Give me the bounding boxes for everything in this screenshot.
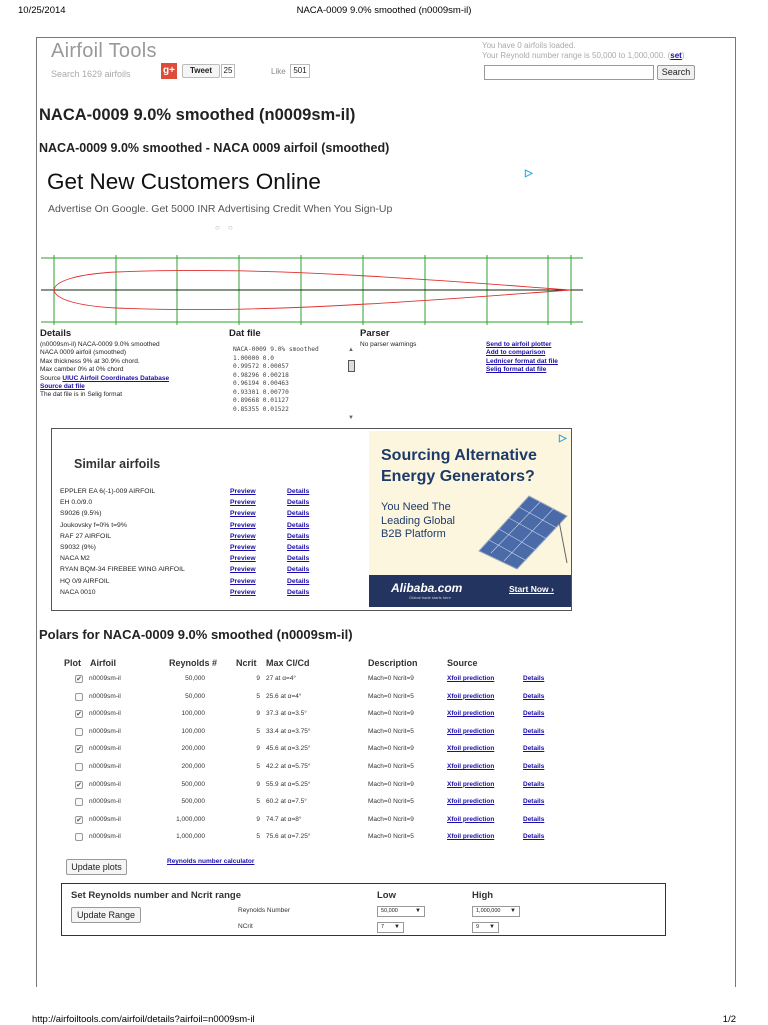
polar-airfoil: n0009sm-il [89, 815, 121, 823]
dat-file-scrollbar[interactable] [348, 347, 355, 421]
details-link[interactable]: Details [287, 544, 310, 551]
details-link[interactable]: Details [287, 588, 310, 596]
plot-checkbox[interactable]: ✔ [76, 746, 82, 754]
plot-checkbox[interactable]: ✔ [76, 781, 82, 789]
chevron-down-icon: ▼ [394, 924, 400, 930]
alibaba-logo: Alibaba.com [391, 581, 463, 595]
polar-ncrit: 9 [256, 815, 260, 823]
similar-airfoil-name: NACA M2 [60, 555, 90, 563]
polar-ncrit: 9 [256, 710, 260, 718]
polar-reynolds: 1,000,000 [176, 833, 205, 841]
dat-line: 0.96194 0.00463 [233, 380, 289, 387]
polar-reynolds: 500,000 [181, 798, 205, 806]
polar-details-link[interactable]: Details [523, 710, 545, 718]
polar-reynolds: 50,000 [185, 675, 205, 682]
polar-airfoil: n0009sm-il [89, 675, 121, 682]
print-date: 10/25/2014 [18, 5, 66, 16]
polar-max-clcd: 60.2 at α=7.5° [266, 798, 307, 806]
polar-reynolds: 100,000 [181, 727, 205, 735]
dat-line: 0.85355 0.01522 [233, 405, 289, 413]
plot-checkbox[interactable]: ✔ [76, 676, 82, 683]
col-header-description: Description [368, 658, 418, 668]
plot-checkbox[interactable] [75, 798, 83, 806]
polar-reynolds: 100,000 [181, 710, 205, 718]
polar-ncrit: 5 [256, 798, 260, 806]
similar-airfoil-row [60, 499, 340, 510]
polar-reynolds: 50,000 [185, 692, 205, 700]
polar-max-clcd: 74.7 at α=8° [266, 815, 302, 823]
ad-headline: Sourcing Alternative Energy Generators? [381, 447, 537, 485]
details-link[interactable]: Details [287, 566, 310, 574]
page-title: NACA-0009 9.0% smoothed (n0009sm-il) [39, 106, 356, 124]
details-link[interactable]: Details [287, 555, 310, 563]
polar-row [37, 743, 737, 760]
polar-reynolds: 1,000,000 [176, 815, 205, 823]
ncrit-label: NCrit [238, 923, 253, 930]
polar-airfoil: n0009sm-il [89, 780, 121, 788]
reynolds-range-text: Your Reynold number range is 50,000 to 1,000,000. (set) [482, 51, 685, 60]
ad-pager-dots[interactable]: ○ ○ [215, 223, 236, 232]
set-range-link[interactable]: set [670, 51, 682, 60]
polar-reynolds: 200,000 [181, 745, 205, 753]
airfoil-shape-plot [37, 255, 587, 325]
reynolds-number-label: Reynolds Number [238, 907, 291, 914]
xfoil-prediction-link[interactable]: Xfoil prediction [447, 815, 495, 823]
scroll-thumb[interactable] [348, 360, 355, 372]
polar-max-clcd: 45.6 at α=3.25° [266, 745, 311, 753]
details-line: (n0009sm-il) NACA-0009 9.0% smoothed [40, 341, 160, 348]
ad-headline[interactable]: Get New Customers Online [47, 169, 321, 194]
start-now-button[interactable]: Start Now › [509, 584, 554, 594]
selig-dat-link[interactable]: Selig format dat file [486, 366, 547, 374]
similar-airfoil-row [60, 578, 340, 589]
lednicer-dat-link[interactable]: Lednicer format dat file [486, 357, 558, 365]
polar-airfoil: n0009sm-il [89, 798, 121, 806]
polar-description: Mach=0 Ncrit=9 [368, 675, 414, 682]
update-range-button[interactable]: Update Range [71, 907, 141, 923]
xfoil-prediction-link[interactable]: Xfoil prediction [447, 833, 495, 841]
uiuc-database-link[interactable]: UIUC Airfoil Coordinates Database [62, 374, 170, 382]
polar-airfoil: n0009sm-il [89, 692, 121, 700]
tweet-count: 25 [221, 64, 235, 78]
similar-airfoil-name: RAF 27 AIRFOIL [60, 532, 111, 540]
polar-ncrit: 9 [256, 745, 260, 753]
details-link[interactable]: Details [287, 521, 310, 529]
similar-airfoils-panel [51, 428, 572, 611]
add-to-comparison-link[interactable]: Add to comparison [486, 349, 546, 357]
tweet-button[interactable]: Tweet [182, 64, 220, 78]
scroll-up-icon[interactable]: ▲ [348, 347, 354, 353]
like-button[interactable]: Like [271, 67, 286, 76]
polar-max-clcd: 27 at α=4° [266, 675, 297, 682]
site-logo[interactable]: Airfoil Tools [51, 40, 157, 62]
airfoil-action-links [486, 341, 558, 375]
chevron-down-icon: ▼ [510, 908, 516, 914]
details-link[interactable]: Details [287, 488, 310, 495]
xfoil-prediction-link[interactable]: Xfoil prediction [447, 710, 495, 718]
polar-row [37, 673, 737, 690]
preview-link[interactable]: Preview [230, 521, 256, 529]
col-header-ncrit: Ncrit [236, 658, 257, 668]
print-url: http://airfoiltools.com/airfoil/details?airfoil=n0009sm-il [32, 1014, 255, 1025]
polar-details-link[interactable]: Details [523, 815, 545, 823]
polar-details-link[interactable]: Details [523, 692, 545, 700]
details-line: Max camber 0% at 0% chord [40, 366, 124, 374]
preview-link[interactable]: Preview [230, 555, 256, 563]
polar-row [37, 796, 737, 813]
polar-ncrit: 9 [256, 675, 260, 682]
dat-line: 0.99572 0.00057 [233, 363, 289, 370]
xfoil-prediction-link[interactable]: Xfoil prediction [447, 675, 495, 682]
similar-airfoil-row [60, 510, 340, 521]
chevron-down-icon: ▼ [489, 924, 495, 930]
preview-link[interactable]: Preview [230, 588, 256, 596]
ncrit-high-select[interactable]: 9 ▼ [472, 922, 499, 933]
polar-description: Mach=0 Ncrit=9 [368, 710, 414, 718]
page-frame [36, 37, 736, 987]
dat-file-heading: Dat file [229, 328, 261, 339]
polar-max-clcd: 42.2 at α=5.75° [266, 763, 311, 770]
polar-max-clcd: 33.4 at α=3.75° [266, 727, 311, 735]
ad-text[interactable]: Advertise On Google. Get 5000 INR Advertising Credit When You Sign-Up [48, 203, 393, 215]
plot-checkbox[interactable]: ✔ [76, 711, 82, 719]
col-header-plot: Plot [64, 658, 81, 668]
parser-warnings: No parser warnings [360, 341, 417, 348]
details-heading: Details [40, 328, 72, 339]
polar-details-link[interactable]: Details [523, 675, 545, 682]
polar-row [37, 761, 737, 778]
details-link[interactable]: Details [287, 510, 310, 518]
range-high-header: High [472, 890, 494, 901]
similar-airfoil-name: HQ 0/9 AIRFOIL [60, 577, 110, 585]
similar-airfoil-name: S9026 (9.5%) [60, 510, 102, 518]
parser-heading: Parser [360, 328, 390, 339]
polar-description: Mach=0 Ncrit=9 [368, 815, 414, 823]
preview-link[interactable]: Preview [230, 488, 256, 495]
xfoil-prediction-link[interactable]: Xfoil prediction [447, 798, 495, 806]
polar-ncrit: 9 [256, 780, 260, 788]
polar-airfoil: n0009sm-il [89, 833, 121, 841]
reynolds-low-select[interactable]: 50,000 ▼ [377, 906, 425, 917]
polar-ncrit: 5 [256, 833, 260, 841]
like-count: 501 [290, 64, 310, 78]
alibaba-ad[interactable] [369, 431, 571, 607]
reynolds-range-panel [61, 883, 666, 936]
similar-airfoil-name: Joukovsky f=0% t=9% [60, 521, 127, 529]
polar-row [37, 814, 737, 831]
polar-description: Mach=0 Ncrit=9 [368, 745, 414, 753]
solar-panel-image [469, 491, 569, 571]
xfoil-prediction-link[interactable]: Xfoil prediction [447, 745, 495, 753]
polar-description: Mach=0 Ncrit=5 [368, 833, 414, 841]
polar-details-link[interactable]: Details [523, 727, 545, 735]
col-header-airfoil: Airfoil [90, 658, 116, 668]
send-to-plotter-link[interactable]: Send to airfoil plotter [486, 341, 552, 348]
source-line: Source UIUC Airfoil Coordinates Database [40, 374, 170, 382]
polar-airfoil: n0009sm-il [89, 763, 121, 770]
similar-airfoil-row [60, 488, 340, 499]
loaded-airfoils-status [482, 41, 685, 61]
update-plots-button[interactable]: Update plots [66, 859, 127, 875]
polar-max-clcd: 25.6 at α=4° [266, 692, 302, 700]
ad-body: You Need The Leading Global B2B Platform [381, 501, 456, 540]
preview-link[interactable]: Preview [230, 577, 256, 585]
details-line: Max thickness 9% at 30.9% chord. [40, 357, 140, 365]
similar-airfoil-name: NACA 0010 [60, 588, 96, 596]
search-count-text: Search 1629 airfoils [51, 69, 131, 79]
dat-line: 1.00000 0.0 [233, 354, 274, 362]
similar-airfoil-row [60, 566, 340, 577]
dat-line: 0.89668 0.01127 [233, 397, 289, 404]
polar-row [37, 779, 737, 796]
polar-reynolds: 200,000 [181, 763, 205, 770]
details-link[interactable]: Details [287, 499, 310, 507]
polar-details-link[interactable]: Details [523, 763, 545, 770]
polar-details-link[interactable]: Details [523, 780, 545, 788]
col-header-reynolds: Reynolds # [169, 658, 218, 668]
polar-ncrit: 5 [256, 727, 260, 735]
google-plus-button[interactable]: g+ [161, 63, 177, 79]
similar-airfoil-row [60, 555, 340, 566]
loaded-count-text: You have 0 airfoils loaded. [482, 41, 576, 50]
polar-airfoil: n0009sm-il [89, 745, 121, 753]
source-dat-file-link[interactable]: Source dat file [40, 383, 85, 391]
polar-ncrit: 5 [256, 692, 260, 700]
similar-airfoil-row [60, 522, 340, 533]
xfoil-prediction-link[interactable]: Xfoil prediction [447, 727, 495, 735]
preview-link[interactable]: Preview [230, 510, 256, 518]
polar-ncrit: 5 [256, 763, 260, 770]
col-header-source: Source [447, 658, 478, 668]
polar-airfoil: n0009sm-il [89, 710, 121, 718]
airfoil-details [40, 341, 169, 400]
ad-footer-bar [369, 575, 571, 607]
ad-choices-icon[interactable]: ▷ [525, 168, 533, 179]
xfoil-prediction-link[interactable]: Xfoil prediction [447, 780, 495, 788]
reynolds-calculator-link[interactable]: Reynolds number calculator [167, 858, 255, 865]
dat-line: NACA-0009 9.0% smoothed [233, 346, 319, 353]
similar-airfoil-row [60, 533, 340, 544]
polar-details-link[interactable]: Details [523, 745, 545, 753]
details-link[interactable]: Details [287, 577, 310, 585]
dat-line: 0.93301 0.00770 [233, 388, 289, 396]
similar-airfoil-name: S9032 (9%) [60, 544, 96, 551]
dat-file-textarea[interactable] [233, 343, 357, 423]
polar-reynolds: 500,000 [181, 780, 205, 788]
plot-checkbox[interactable] [75, 763, 83, 771]
polar-row [37, 726, 737, 743]
preview-link[interactable]: Preview [230, 544, 256, 551]
print-header [18, 5, 750, 19]
col-header-max-clcd: Max Cl/Cd [266, 658, 310, 668]
polar-max-clcd: 37.3 at α=3.5° [266, 710, 307, 718]
similar-airfoil-name: EPPLER EA 6(-1)-009 AIRFOIL [60, 488, 156, 495]
plot-checkbox[interactable] [75, 833, 83, 841]
polar-row [37, 831, 737, 848]
preview-link[interactable]: Preview [230, 566, 256, 574]
polar-description: Mach=0 Ncrit=5 [368, 727, 414, 735]
xfoil-prediction-link[interactable]: Xfoil prediction [447, 763, 495, 770]
preview-link[interactable]: Preview [230, 499, 256, 507]
polar-details-link[interactable]: Details [523, 798, 545, 806]
polar-airfoil: n0009sm-il [89, 727, 121, 735]
details-line: NACA 0009 airfoil (smoothed) [40, 349, 126, 357]
range-panel-title: Set Reynolds number and Ncrit range [71, 890, 241, 901]
polar-description: Mach=0 Ncrit=9 [368, 780, 414, 788]
polar-row [37, 691, 737, 708]
range-low-header: Low [377, 890, 396, 901]
scroll-down-icon[interactable]: ▼ [348, 415, 354, 421]
preview-link[interactable]: Preview [230, 532, 256, 540]
similar-airfoils-title: Similar airfoils [74, 457, 161, 471]
polar-max-clcd: 75.6 at α=7.25° [266, 833, 311, 841]
plot-checkbox[interactable] [75, 728, 83, 736]
ad-choices-icon[interactable]: ▷ [559, 433, 567, 444]
ncrit-low-select[interactable]: 7 ▼ [377, 922, 404, 933]
polar-description: Mach=0 Ncrit=5 [368, 763, 414, 770]
xfoil-prediction-link[interactable]: Xfoil prediction [447, 692, 495, 700]
similar-airfoil-name: RYAN BQM-34 FIREBEE WING AIRFOIL [60, 566, 185, 574]
polar-details-link[interactable]: Details [523, 833, 545, 841]
polar-max-clcd: 55.9 at α=5.25° [266, 780, 311, 788]
similar-airfoil-row [60, 589, 340, 600]
print-page-number: 1/2 [722, 1014, 736, 1025]
polar-row [37, 708, 737, 725]
similar-airfoil-name: EH 0.0/9.0 [60, 499, 93, 507]
plot-checkbox[interactable] [75, 693, 83, 701]
chevron-down-icon: ▼ [415, 908, 421, 914]
plot-checkbox[interactable]: ✔ [76, 816, 82, 824]
format-note: The dat file is in Selig format [40, 391, 123, 399]
airfoil-subtitle: NACA-0009 9.0% smoothed - NACA 0009 airfoil (smoothed) [39, 141, 390, 155]
polar-description: Mach=0 Ncrit=5 [368, 798, 414, 806]
print-title: NACA-0009 9.0% smoothed (n0009sm-il) [296, 5, 472, 16]
alibaba-tagline: Global trade starts here [409, 595, 451, 600]
details-link[interactable]: Details [287, 532, 310, 540]
search-button[interactable]: Search [657, 65, 695, 80]
similar-airfoil-row [60, 544, 340, 555]
polar-description: Mach=0 Ncrit=5 [368, 692, 414, 700]
polars-title: Polars for NACA-0009 9.0% smoothed (n0009sm-il) [39, 627, 353, 642]
reynolds-high-select[interactable]: 1,000,000 ▼ [472, 906, 520, 917]
search-input[interactable] [484, 65, 654, 80]
dat-line: 0.98296 0.00218 [233, 371, 289, 379]
